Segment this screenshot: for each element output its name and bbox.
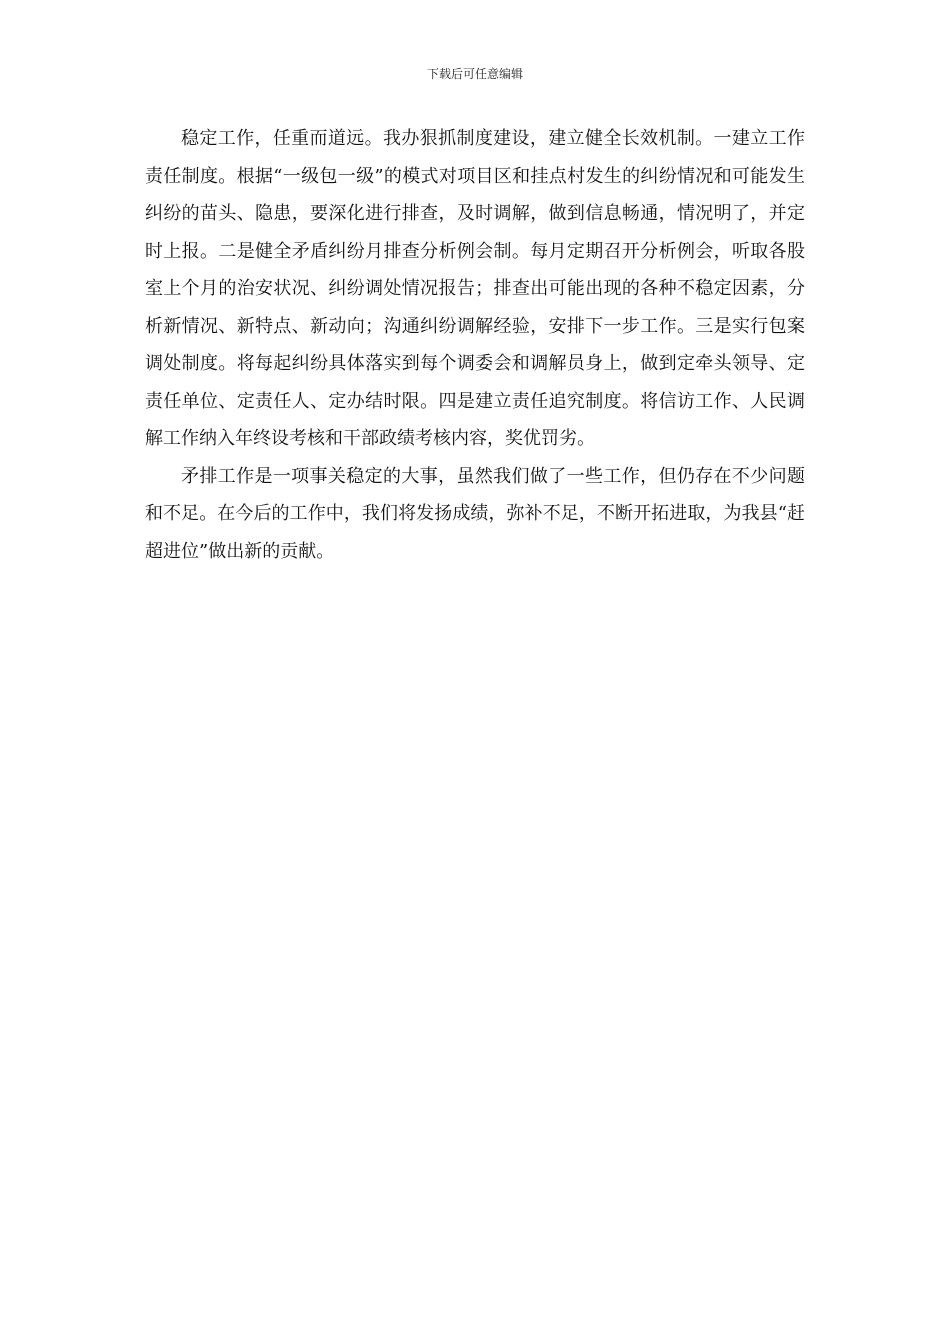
page-header-note: 下载后可任意编辑 (426, 67, 523, 81)
paragraph-conclusion: 矛排工作是一项事关稳定的大事，虽然我们做了一些工作，但仍存在不少问题和不足。在今后的工作中，我们将发扬成绩，弥补不足，不断开拓进取，为我县“赶超进位”做出新的贡献。 (145, 465, 805, 562)
document-body (145, 120, 805, 570)
paragraph-stability-mechanisms: 稳定工作，任重而道远。我办狠抓制度建设，建立健全长效机制。一建立工作责任制度。根据“一级包一级”的模式对项目区和挂点村发生的纠纷情况和可能发生纠纷的苗头、隐患，要深化进行排查，及时调解，做到信息畅通，情况明了，并定时上报。二是健全矛盾纠纷月排查分析例会制。每月定期召开分析例会，听取各股室上个月的治安状况、纠纷调处情况报告；排查出可能出现的各种不稳定因素，分析新情况、新特点、新动向；沟通纠纷调解经验，安排下一步工作。三是实行包案调处制度。将每起纠纷具体落实到每个调委会和调解员身上，做到定牵头领导、定责任单位、定责任人、定办结时限。四是建立责任追究制度。将信访工作、人民调解工作纳入年终设考核和干部政绩考核内容，奖优罚劣。 (145, 128, 805, 449)
